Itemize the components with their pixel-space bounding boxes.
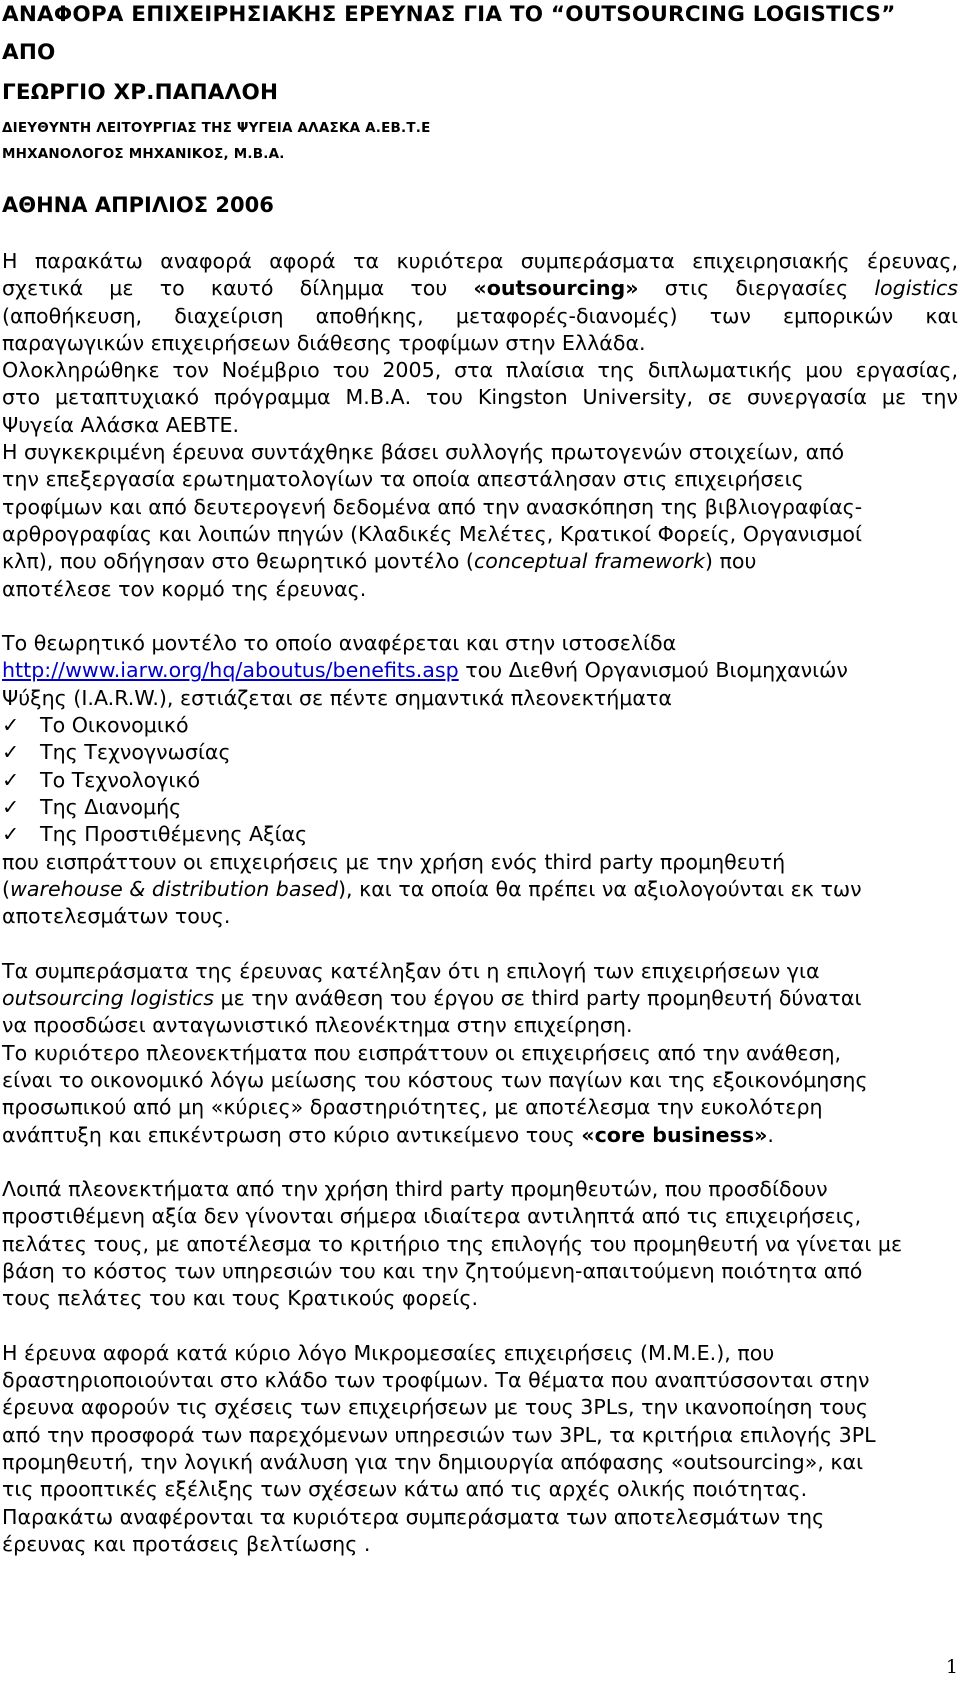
advantages-list: [2, 712, 958, 848]
report-title: ΑΝΑΦΟΡΑ ΕΠΙΧΕΙΡΗΣΙΑΚΗΣ ΕΡΕΥΝΑΣ ΓΙΑ ΤΟ “OUTSOURCING LOGISTICS”: [2, 2, 896, 27]
text-line: προστιθέμενη αξία δεν γίνονται σήμερα ιδιαίτερα αντιληπτά από τις επιχειρήσεις,: [2, 1204, 862, 1229]
text-line: ανάπτυξη και επικέντρωση στο κύριο αντικείμενο τους «core business».: [2, 1122, 774, 1147]
paragraph-gap: [2, 603, 958, 630]
text-line: Ψυγεία Αλάσκα ΑΕΒΤΕ.: [2, 412, 240, 437]
author-name: ΓΕΩΡΓΙΟ ΧΡ.ΠΑΠΑΛΟΗ: [2, 80, 279, 105]
paragraph-scope: [2, 1340, 958, 1558]
paragraph-model: [2, 630, 958, 930]
text-line: τροφίμων και από δευτερογενή δεδομένα από την ανασκόπηση της βιβλιογραφίας-: [2, 494, 863, 519]
text-line: προσωπικού από μη «κύριες» δραστηριότητες, με αποτέλεσμα την ευκολότερη: [2, 1095, 823, 1120]
text-line: Λοιπά πλεονεκτήματα από την χρήση third party προμηθευτών, που προσδίδουν: [2, 1177, 828, 1202]
text-line: δραστηριοποιούνται στο κλάδο των τροφίμων. Τα θέματα που αναπτύσσονται στην: [2, 1368, 870, 1393]
conceptual-framework-term: conceptual framework: [473, 549, 705, 574]
text-line: Ψύξης (I.A.R.W.), εστιάζεται σε πέντε σημαντικά πλεονεκτήματα: [2, 685, 672, 710]
text-line: τους πελάτες του και τους Κρατικούς φορείς.: [2, 1286, 479, 1311]
text-line: βάση το κόστος των υπηρεσιών του και την ζητούμενη-απαιτούμενη ποιότητα από: [2, 1258, 863, 1283]
outsourcing-term: «outsourcing»: [473, 276, 639, 301]
text-line: πελάτες τους, με αποτέλεσμα το κριτήριο της επιλογής του προμηθευτή να γίνεται με: [2, 1231, 903, 1256]
iarw-benefits-link[interactable]: http://www.iarw.org/hq/aboutus/benefits.asp: [2, 658, 459, 683]
list-item: ✓ Της Διανομής: [2, 794, 958, 821]
author-role-engineer: ΜΗΧΑΝΟΛΟΓΟΣ ΜΗΧΑΝΙΚΟΣ, Μ.Β.Α.: [2, 146, 285, 162]
report-title-continued: ΑΠΟ: [2, 40, 56, 65]
text-line: παραγωγικών επιχειρήσεων διάθεσης τροφίμων στην Ελλάδα.: [2, 330, 646, 355]
logistics-term: logistics: [874, 276, 959, 301]
text-line: Τα συμπεράσματα της έρευνας κατέληξαν ότι η επιλογή των επιχειρήσεων για: [2, 958, 820, 983]
text-line: την επεξεργασία ερωτηματολογίων τα οποία απεστάλησαν στις επιχειρήσεις: [2, 467, 804, 492]
text-line: Η έρευνα αφορά κατά κύριο λόγο Μικρομεσαίες επιχειρήσεις (Μ.Μ.Ε.), που: [2, 1340, 775, 1365]
text-line: έρευνας και προτάσεις βελτίωσης .: [2, 1531, 371, 1556]
text-line: Ολοκληρώθηκε τον Νοέμβριο του 2005, στα πλαίσια της διπλωματικής μου εργασίας,: [2, 358, 958, 383]
text-line: σχετικά με το καυτό δίλημμα του «outsourcing» στις διεργασίες logistics: [2, 276, 959, 301]
warehouse-distribution-term: warehouse & distribution based: [10, 876, 338, 901]
checkmark-icon: ✓: [2, 822, 20, 847]
text-line: αποτελεσμάτων τους.: [2, 904, 231, 929]
paragraph-gap: [2, 1149, 958, 1176]
core-business-term: «core business»: [581, 1122, 768, 1147]
text-line: Το κυριότερο πλεονεκτήματα που εισπράττουν οι επιχειρήσεις από την ανάθεση,: [2, 1040, 842, 1065]
paragraph-methodology: [2, 439, 958, 603]
checkmark-icon: ✓: [2, 767, 20, 792]
outsourcing-logistics-term: outsourcing logistics: [2, 986, 214, 1011]
text-line: (αποθήκευση, διαχείριση αποθήκης, μεταφορές-διανομές) των εμπορικών και: [2, 303, 958, 328]
paragraph-conclusions: [2, 958, 958, 1149]
text-line: στο μεταπτυχιακό πρόγραμμα Μ.Β.Α. του Kingston University, σε συνεργασία με την: [2, 385, 958, 410]
text-line: Η παρακάτω αναφορά αφορά τα κυριότερα συμπεράσματα επιχειρησιακής έρευνας,: [2, 249, 958, 273]
paragraph-gap: [2, 1313, 958, 1340]
text-line: που εισπράττουν οι επιχειρήσεις με την χρήση ενός third party προμηθευτή: [2, 849, 786, 874]
text-line: Παρακάτω αναφέρονται τα κυριότερα συμπεράσματα των αποτελεσμάτων της: [2, 1504, 825, 1529]
text-line: από την προσφορά των παρεχόμενων υπηρεσιών των 3PL, τα κριτήρια επιλογής 3PL: [2, 1422, 876, 1447]
text-line: είναι το οικονομικό λόγω μείωσης του κόστους των παγίων και της εξοικονόμησης: [2, 1067, 868, 1092]
list-item: ✓ Το Τεχνολογικό: [2, 767, 958, 794]
text-line: (warehouse & distribution based), και τα οποία θα πρέπει να αξιολογούνται εκ των: [2, 876, 862, 901]
text-line: outsourcing logistics με την ανάθεση του έργου σε third party προμηθευτή δύναται: [2, 986, 862, 1011]
page-number: 1: [945, 1656, 958, 1678]
text-line: να προσδώσει ανταγωνιστικό πλεονέκτημα στην επιχείρηση.: [2, 1013, 633, 1038]
text-line: Η συγκεκριμένη έρευνα συντάχθηκε βάσει συλλογής πρωτογενών στοιχείων, από: [2, 440, 845, 465]
text-line: http://www.iarw.org/hq/aboutus/benefits.asp του Διεθνή Οργανισμού Βιομηχανιών: [2, 658, 848, 683]
place-date: ΑΘΗΝΑ ΑΠΡΙΛΙΟΣ 2006: [2, 193, 274, 217]
list-item: ✓ Της Τεχνογνωσίας: [2, 739, 958, 766]
paragraph-gap: [2, 930, 958, 957]
checkmark-icon: ✓: [2, 740, 20, 765]
text-line: Το θεωρητικό μοντέλο το οποίο αναφέρεται και στην ιστοσελίδα: [2, 631, 677, 656]
paragraph-intro: [2, 248, 958, 439]
text-line: αποτέλεσε τον κορμό της έρευνας.: [2, 576, 367, 601]
list-item: ✓ Το Οικονομικό: [2, 712, 958, 739]
list-item: ✓ Της Προστιθέμενης Αξίας: [2, 821, 958, 848]
text-line: τις προοπτικές εξέλιξης των σχέσεων κάτω από τις αρχές ολικής ποιότητας.: [2, 1477, 808, 1502]
paragraph-other-advantages: [2, 1176, 958, 1312]
text-line: αρθρογραφίας και λοιπών πηγών (Κλαδικές Μελέτες, Κρατικοί Φορείς, Οργανισμοί: [2, 521, 862, 546]
text-line: κλπ), που οδήγησαν στο θεωρητικό μοντέλο (conceptual framework) που: [2, 549, 757, 574]
author-role-director: ΔΙΕΥΘΥΝΤΗ ΛΕΙΤΟΥΡΓΙΑΣ ΤΗΣ ΨΥΓΕΙΑ ΑΛΑΣΚΑ Α.ΕΒ.Τ.Ε: [2, 120, 431, 136]
checkmark-icon: ✓: [2, 713, 20, 738]
document-body: [2, 248, 958, 1558]
checkmark-icon: ✓: [2, 794, 20, 819]
text-line: προμηθευτή, την λογική ανάλυση για την δημιουργία απόφασης «outsourcing», και: [2, 1450, 864, 1475]
text-line: έρευνα αφορούν τις σχέσεις των επιχειρήσεων με τους 3PLs, την ικανοποίηση τους: [2, 1395, 869, 1420]
